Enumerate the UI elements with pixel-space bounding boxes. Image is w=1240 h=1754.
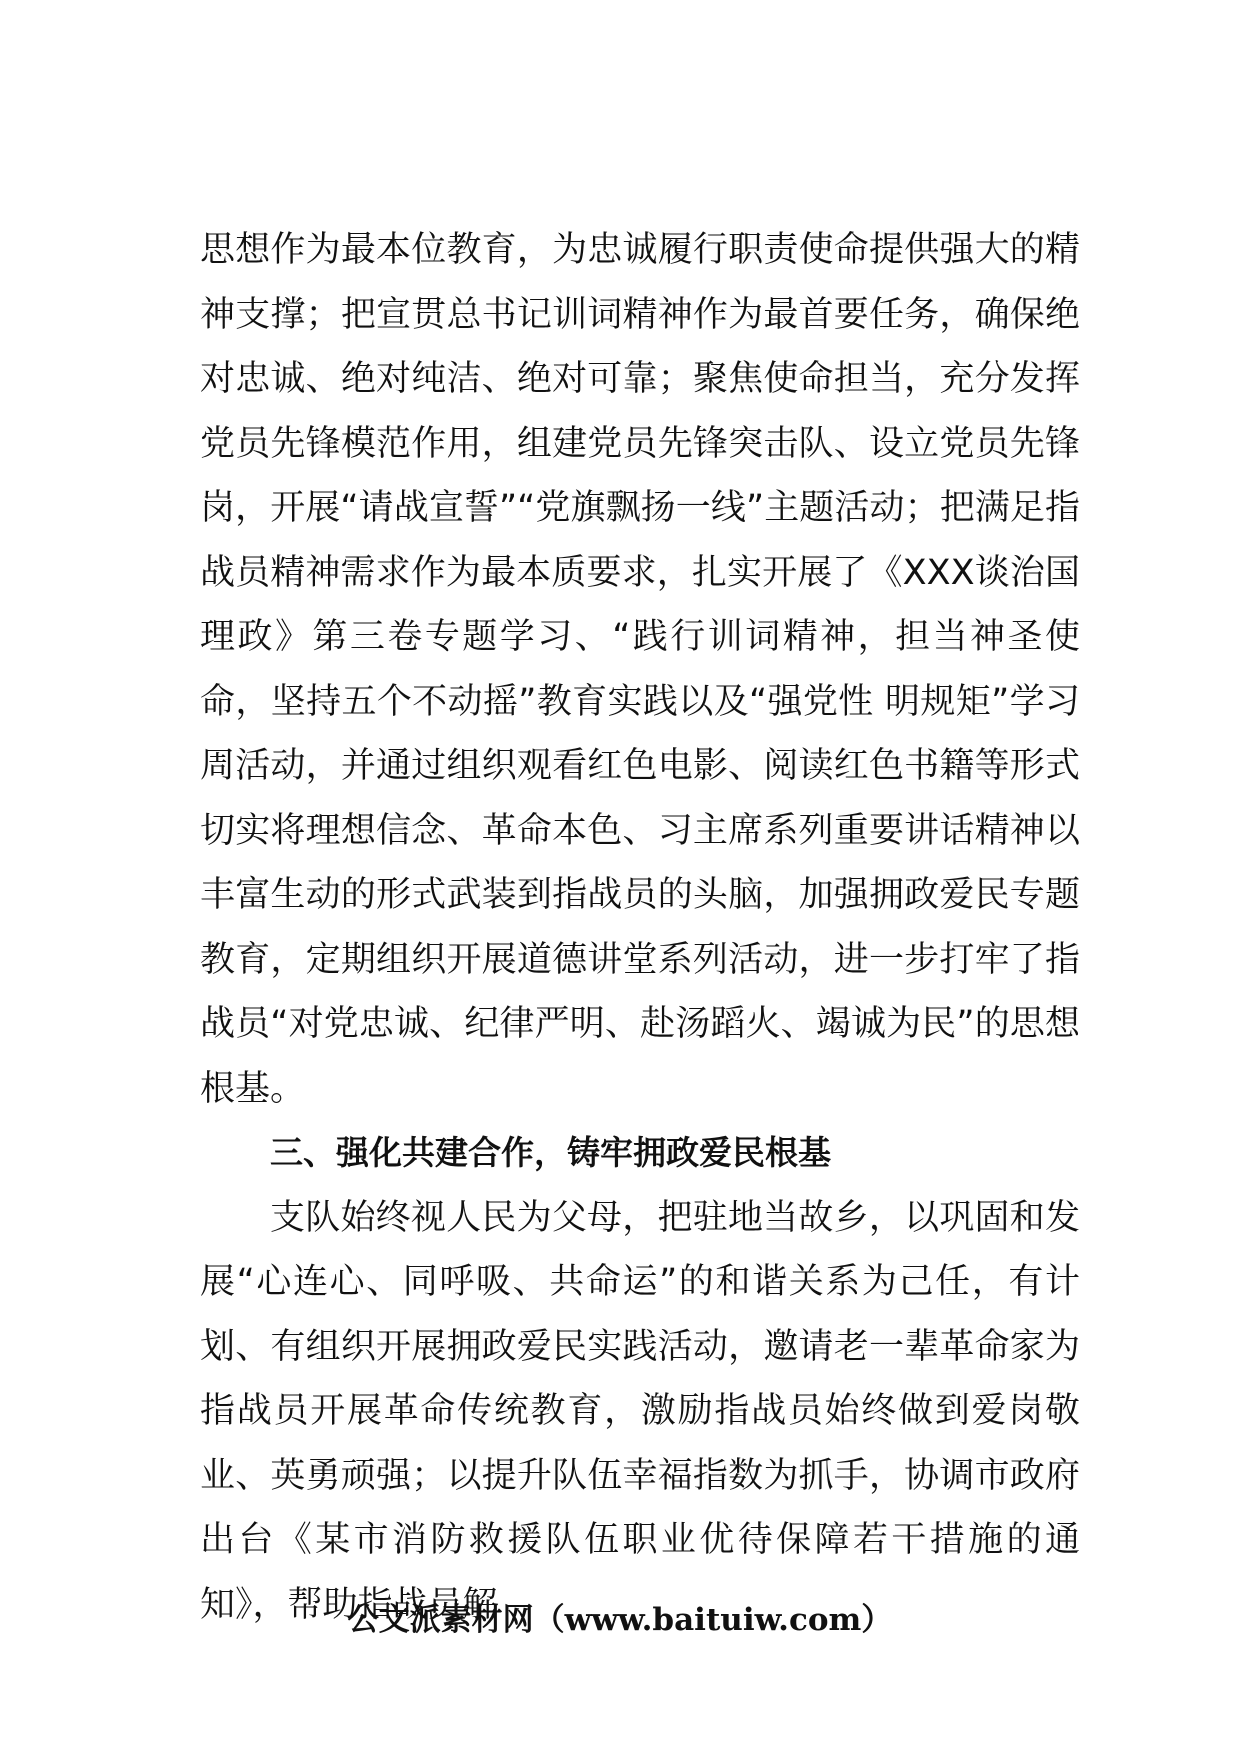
footer-watermark: 公文派素材网（www.baituiw.com） xyxy=(347,1602,893,1638)
paragraph-section-three: 支队始终视人民为父母，把驻地当故乡，以巩固和发展“心连心、同呼吸、共命运”的和谐关系为己任，有计划、有组织开展拥政爱民实践活动，邀请老一辈革命家为指战员开展革命传统教育，激励指战员始终做到爱岗敬业、英勇顽强；以提升队伍幸福指数为抓手，协调市政府出台《某市消防救援队伍职业优待保障若干措施的通知》，帮助指战员解 xyxy=(200,1197,1080,1625)
paragraph-continued: 思想作为最本位教育，为忠诚履行职责使命提供强大的精神支撑；把宣贯总书记训词精神作为最首要任务，确保绝对忠诚、绝对纯洁、绝对可靠；聚焦使命担当，充分发挥党员先锋模范作用，组建党员先锋突击队、设立党员先锋岗，开展“请战宣誓”“党旗飘扬一线”主题活动；把满足指战员精神需求作为最本质要求，扎实开展了《XXX谈治国理政》第三卷专题学习、“践行训词精神，担当神圣使命，坚持五个不动摇”教育实践以及“强党性 明规矩”学习周活动，并通过组织观看红色电影、阅读红色书籍等形式切实将理想信念、革命本色、习主席系列重要讲话精神以丰富生动的形式武装到指战员的头脑，加强拥政爱民专题教育，定期组织开展道德讲堂系列活动，进一步打牢了指战员“对党忠诚、纪律严明、赴汤蹈火、竭诚为民”的思想根基。 xyxy=(200,230,1080,1109)
section-heading: 三、强化共建合作，铸牢拥政爱民根基 xyxy=(270,1133,831,1172)
document-body xyxy=(200,218,1080,1637)
